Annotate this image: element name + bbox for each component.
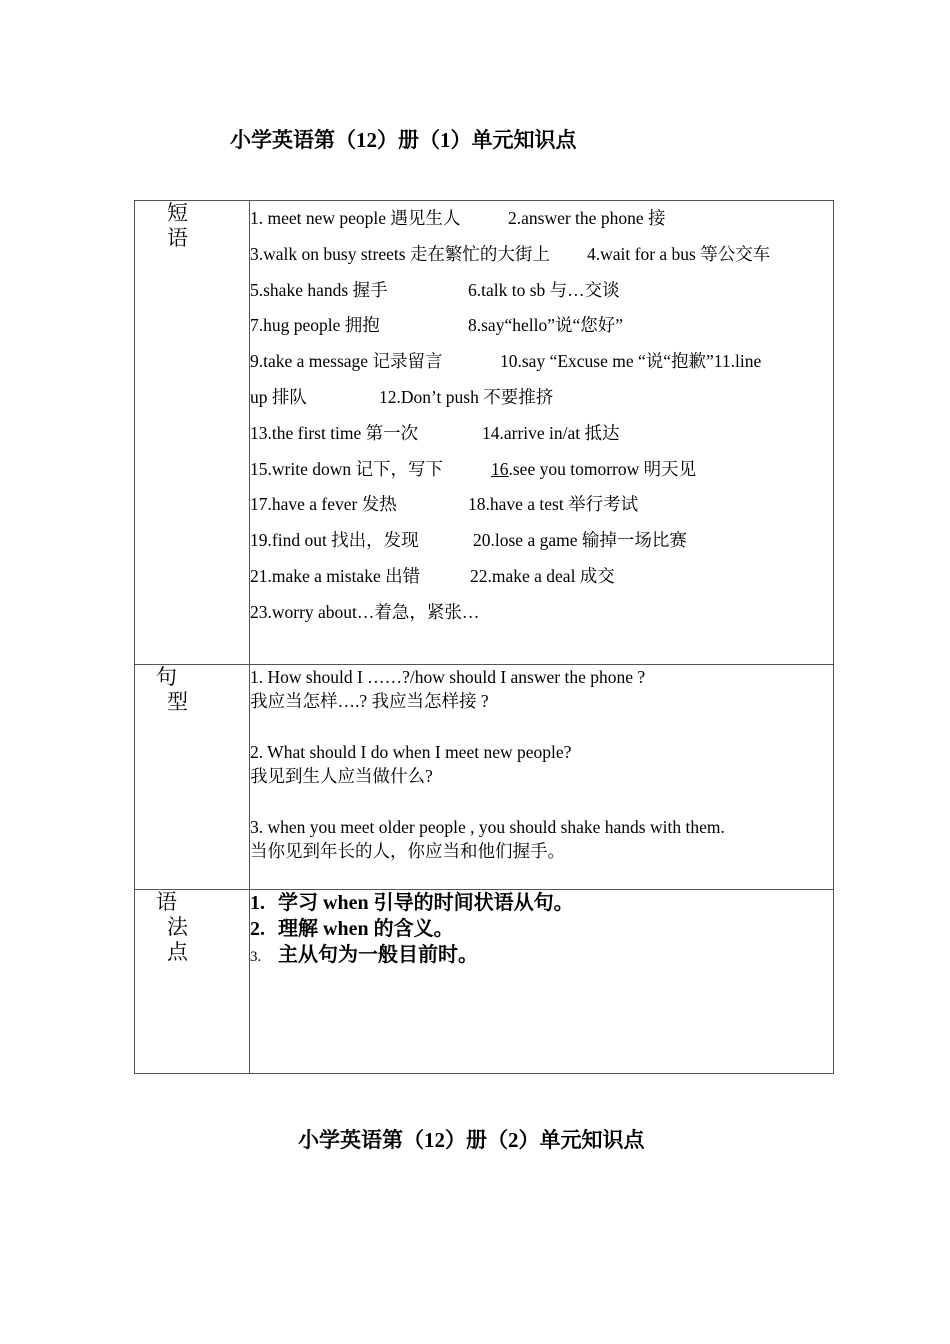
sentence-chinese: 我见到生人应当做什么? bbox=[250, 766, 433, 786]
phrases-label-cell bbox=[135, 201, 250, 665]
phrase-item-text: .see you tomorrow 明天见 bbox=[508, 458, 697, 479]
phrase-line bbox=[250, 201, 833, 237]
unit1-title: 小学英语第（12）册（1）单元知识点 bbox=[230, 128, 577, 152]
phrase-item: 7.hug people 拥抱 bbox=[250, 315, 380, 336]
phrases-label-char-2: 语 bbox=[167, 226, 188, 250]
phrase-line bbox=[250, 595, 833, 631]
phrase-item: 18.have a test 举行考试 bbox=[468, 494, 639, 515]
phrase-line bbox=[250, 452, 833, 488]
sentence-block bbox=[250, 815, 833, 863]
sentence-english: 1. How should I ……?/how should I answer the phone ? bbox=[250, 667, 646, 687]
phrases-label-char-1: 短 bbox=[167, 201, 188, 225]
phrase-item: 20.lose a game 输掉一场比赛 bbox=[473, 530, 687, 551]
unit2-title: 小学英语第（12）册（2）单元知识点 bbox=[298, 1128, 645, 1152]
sentence-english: 2. What should I do when I meet new people? bbox=[250, 742, 572, 762]
sentences-row bbox=[135, 665, 834, 890]
phrase-item: 2.answer the phone 接 bbox=[508, 208, 666, 228]
phrases-content-cell bbox=[250, 201, 834, 665]
phrase-item: 9.take a message 记录留言 bbox=[250, 351, 443, 372]
grammar-point-number: 2. bbox=[250, 918, 265, 940]
phrase-number-underlined: 16 bbox=[491, 458, 509, 479]
grammar-point-text: 理解 when 的含义。 bbox=[278, 918, 454, 940]
grammar-content-cell bbox=[250, 890, 834, 1074]
grammar-point-text: 学习 when 引导的时间状语从句。 bbox=[278, 892, 574, 914]
phrases-row bbox=[135, 201, 834, 665]
phrase-item: 15.write down 记下，写下 bbox=[250, 458, 443, 479]
phrase-item: 22.make a deal 成交 bbox=[470, 565, 615, 586]
phrase-item: 8.say“hello”说“您好” bbox=[468, 315, 624, 336]
sentence-block bbox=[250, 665, 833, 713]
phrase-line bbox=[250, 416, 833, 452]
phrase-line bbox=[250, 487, 833, 523]
phrase-item: 1. meet new people 遇见生人 bbox=[250, 208, 461, 228]
sentence-english: 3. when you meet older people , you should shake hands with them. bbox=[250, 817, 725, 837]
phrase-line bbox=[250, 380, 833, 416]
phrase-item: 12.Don’t push 不要推挤 bbox=[379, 386, 554, 407]
grammar-point-number: 3. bbox=[250, 949, 262, 965]
phrase-line bbox=[250, 273, 833, 309]
phrase-item: 4.wait for a bus 等公交车 bbox=[587, 243, 771, 264]
grammar-label-char-3: 点 bbox=[167, 940, 188, 964]
phrase-line bbox=[250, 237, 833, 273]
sentences-label-char-1: 句 bbox=[156, 665, 177, 689]
grammar-label-cell bbox=[135, 890, 250, 1074]
grammar-point bbox=[250, 942, 833, 970]
sentence-chinese: 当你见到年长的人，你应当和他们握手。 bbox=[250, 841, 565, 861]
phrase-item: 13.the first time 第一次 bbox=[250, 422, 419, 443]
sentences-label-cell bbox=[135, 665, 250, 890]
grammar-label-char-1: 语 bbox=[156, 890, 177, 914]
phrase-item: 10.say “Excuse me “说“抱歉”11.line bbox=[500, 351, 762, 372]
phrase-item: 23.worry about…着急，紧张… bbox=[250, 601, 480, 622]
grammar-point-text: 主从句为一般目前时。 bbox=[278, 944, 478, 966]
knowledge-table bbox=[134, 200, 834, 1074]
grammar-point bbox=[250, 916, 833, 942]
sentences-label-char-2: 型 bbox=[167, 690, 188, 714]
grammar-point bbox=[250, 890, 833, 916]
phrase-line bbox=[250, 308, 833, 344]
grammar-label-char-2: 法 bbox=[167, 915, 188, 939]
phrase-item: 21.make a mistake 出错 bbox=[250, 565, 421, 586]
phrase-line bbox=[250, 559, 833, 595]
sentence-block bbox=[250, 740, 833, 788]
phrase-line bbox=[250, 523, 833, 559]
sentence-chinese: 我应当怎样….? 我应当怎样接 ? bbox=[250, 691, 489, 711]
phrase-item: 3.walk on busy streets 走在繁忙的大街上 bbox=[250, 243, 550, 264]
grammar-point-number: 1. bbox=[250, 892, 265, 914]
phrase-item: 5.shake hands 握手 bbox=[250, 279, 388, 300]
phrase-item: 14.arrive in/at 抵达 bbox=[482, 422, 620, 443]
sentences-content-cell bbox=[250, 665, 834, 890]
phrase-item bbox=[491, 452, 696, 488]
phrase-item: 17.have a fever 发热 bbox=[250, 494, 397, 515]
phrase-item: up 排队 bbox=[250, 386, 307, 407]
phrase-item: 6.talk to sb 与…交谈 bbox=[468, 279, 620, 300]
grammar-row bbox=[135, 890, 834, 1074]
phrase-item: 19.find out 找出，发现 bbox=[250, 530, 419, 551]
phrase-line bbox=[250, 344, 833, 380]
